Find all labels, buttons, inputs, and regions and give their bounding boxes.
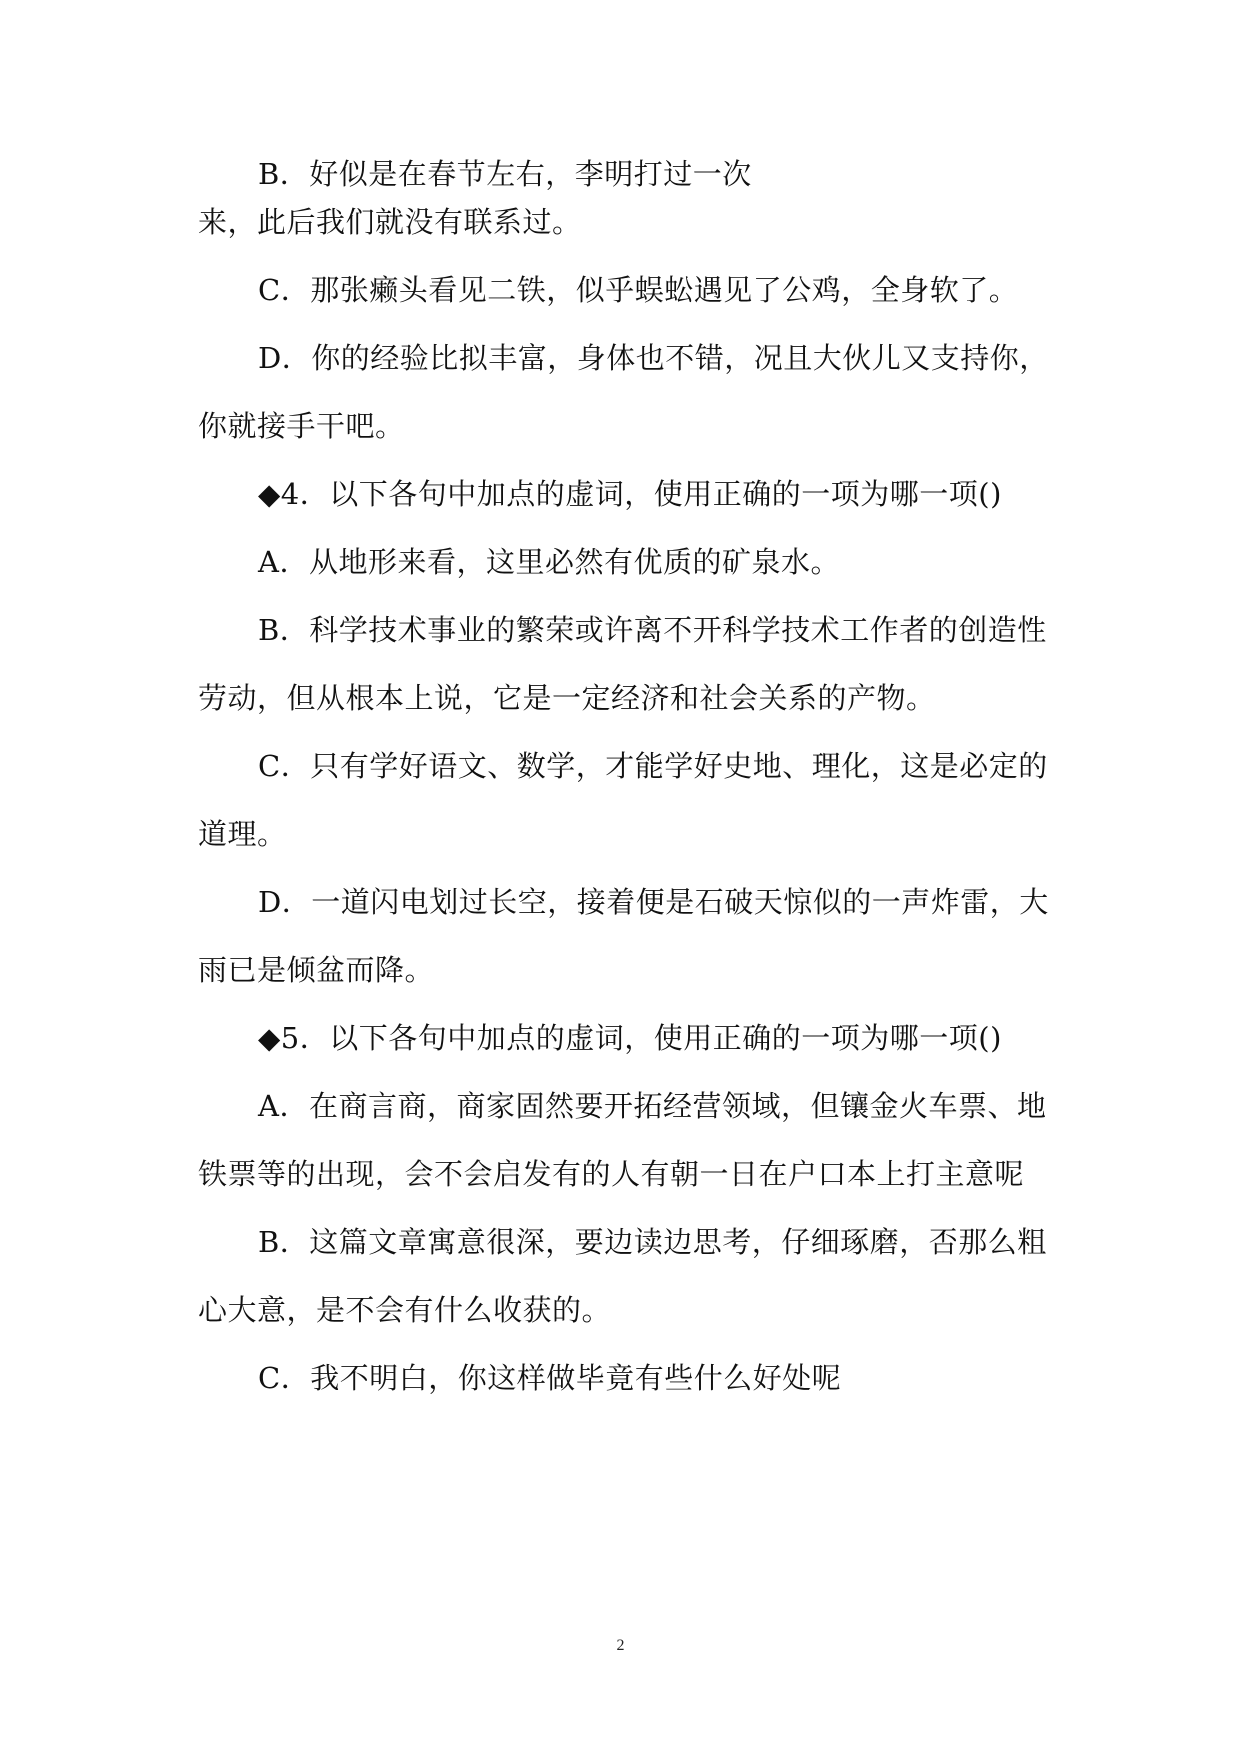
option-a-q5-line-1: A．在商言商，商家固然要开拓经营领域，但镶金火车票、地 [258, 1089, 1047, 1123]
page-number: 2 [616, 1637, 625, 1654]
option-d-q3-line-1: D．你的经验比拟丰富，身体也不错，况且大伙儿又支持你， [258, 341, 1049, 375]
option-a-q5-line-2: 铁票等的出现，会不会启发有的人有朝一日在户口本上打主意呢 [198, 1157, 1025, 1191]
option-c-q4-line-2: 道理。 [198, 817, 287, 851]
option-d-q3-line-2: 你就接手干吧。 [198, 409, 405, 443]
question-5: ◆5．以下各句中加点的虚词，使用正确的一项为哪一项() [258, 1021, 1002, 1055]
option-b-q4-line-2: 劳动，但从根本上说，它是一定经济和社会关系的产物。 [198, 681, 936, 715]
option-b-q5-line-2: 心大意，是不会有什么收获的。 [198, 1293, 612, 1327]
option-c-q5-line-1: C．我不明白，你这样做毕竟有些什么好处呢 [258, 1361, 842, 1395]
option-b-q5-line-1: B．这篇文章寓意很深，要边读边思考，仔细琢磨，否那么粗 [258, 1225, 1047, 1259]
option-d-q4-line-2: 雨已是倾盆而降。 [198, 953, 435, 987]
option-b-q4-line-1: B．科学技术事业的繁荣或许离不开科学技术工作者的创造性 [258, 613, 1047, 647]
option-d-q4-line-1: D．一道闪电划过长空，接着便是石破天惊似的一声炸雷，大 [258, 885, 1049, 919]
option-c-q4-line-1: C．只有学好语文、数学，才能学好史地、理化，这是必定的 [258, 749, 1048, 783]
option-b-q3-line-2: 来，此后我们就没有联系过。 [198, 205, 582, 239]
option-a-q4-line-1: A．从地形来看，这里必然有优质的矿泉水。 [258, 545, 840, 579]
question-4: ◆4．以下各句中加点的虚词，使用正确的一项为哪一项() [258, 477, 1002, 511]
option-c-q3-line-1: C．那张癞头看见二铁，似乎蜈蚣遇见了公鸡，全身软了。 [258, 273, 1019, 307]
option-b-q3-line-1: B．好似是在春节左右，李明打过一次 [258, 157, 752, 191]
